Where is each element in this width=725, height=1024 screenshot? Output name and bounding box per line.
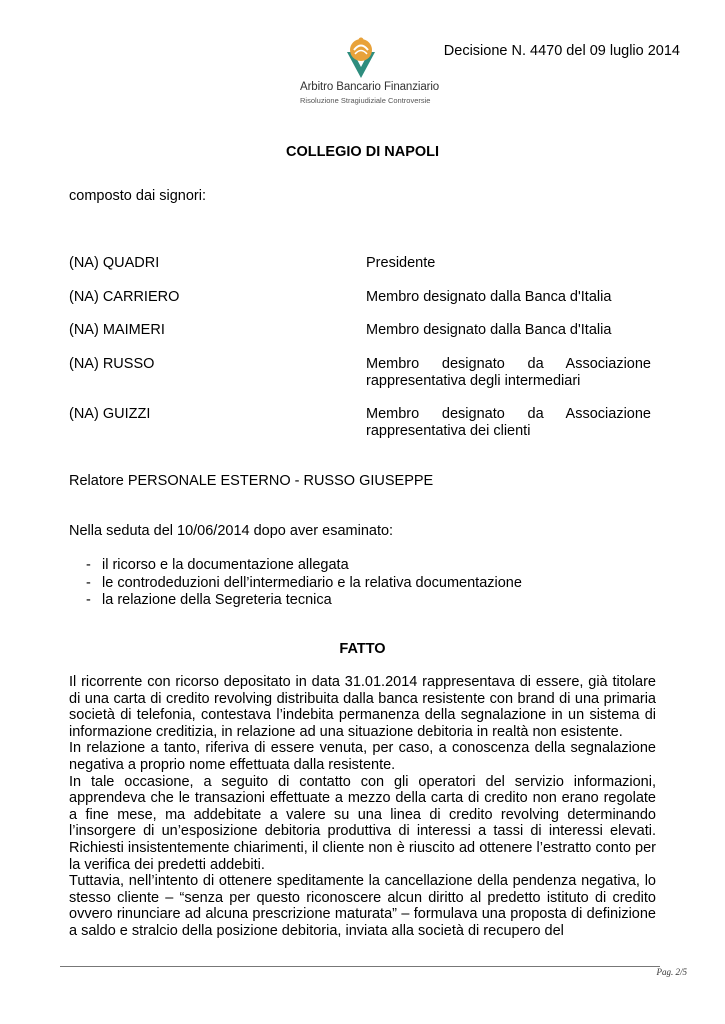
member-role: Presidente bbox=[366, 255, 436, 271]
member-role: Membro designato dalla Banca d'Italia bbox=[366, 289, 612, 305]
member-role: Membro designato dalla Banca d'Italia bbox=[366, 322, 612, 338]
member-name: (NA) RUSSO bbox=[69, 356, 155, 372]
abf-logo-mark-icon bbox=[338, 36, 384, 80]
logo-subtitle: Risoluzione Stragiudiziale Controversie bbox=[300, 96, 431, 105]
fatto-paragraph: Tuttavia, nell’intento di ottenere speditamente la cancellazione della pendenza negativa, lo stesso cliente – “senza per questo riconoscere alcun diritto al predetto istituto di credito ovvero rinunciare ad alcuna prescrizione maturata” – formulava una proposta di definizione a saldo e stralcio della posizione debitoria, inviata alla società di recupero del bbox=[69, 873, 656, 939]
fatto-paragraph: In tale occasione, a seguito di contatto con gli operatori del servizio informazioni, apprendeva che le transazioni effettuate a mezzo della carta di credito non erano regolate a fine mese, ma addebitate a valere su una linea di credito revolving determinando l’insorgere di un’esposizione debitoria produttiva di interessi a tassi di interessi elevati. Richiesti insistentemente chiarimenti, il cliente non è riuscito ad ottenere l’estratto conto per la verifica dei predetti addebiti. bbox=[69, 773, 656, 873]
member-name: (NA) QUADRI bbox=[69, 255, 160, 271]
fatto-body bbox=[69, 674, 656, 940]
page-number: Pag. 2/5 bbox=[656, 967, 687, 977]
abf-logo bbox=[296, 36, 440, 108]
member-name: (NA) CARRIERO bbox=[69, 289, 180, 305]
list-item: - la relazione della Segreteria tecnica bbox=[86, 592, 522, 610]
logo-title: Arbitro Bancario Finanziario bbox=[300, 81, 440, 93]
member-name: (NA) GUIZZI bbox=[69, 406, 151, 422]
list-item: - le controdeduzioni dell’intermediario e la relativa documentazione bbox=[86, 575, 522, 593]
decision-number: Decisione N. 4470 del 09 luglio 2014 bbox=[443, 43, 680, 59]
composition-intro: composto dai signori: bbox=[69, 188, 207, 204]
fatto-paragraph: In relazione a tanto, riferiva di essere venuta, per caso, a conoscenza della segnalazione negativa a proprio nome effettuata dalla resistente. bbox=[69, 740, 656, 773]
seduta-line: Nella seduta del 10/06/2014 dopo aver esaminato: bbox=[69, 523, 394, 539]
member-name: (NA) MAIMERI bbox=[69, 322, 165, 338]
footer-divider bbox=[60, 966, 660, 967]
examined-documents-list bbox=[86, 557, 522, 610]
relatore-line: Relatore PERSONALE ESTERNO - RUSSO GIUSEPPE bbox=[69, 473, 434, 489]
list-item: - il ricorso e la documentazione allegata bbox=[86, 557, 522, 575]
fatto-paragraph: Il ricorrente con ricorso depositato in data 31.01.2014 rappresentava di essere, già titolare di una carta di credito revolving distribuita dalla banca resistente con brand di una primaria società di telefonia, contestava l’indebita permanenza della segnalazione in un sistema di informazione creditizia, in relazione ad una situazione debitoria in realtà non esistente. bbox=[69, 674, 656, 740]
member-role: Membro designato da Associazione rappresentativa degli intermediari bbox=[366, 356, 651, 389]
fatto-heading: FATTO bbox=[339, 641, 386, 657]
collegio-heading: COLLEGIO DI NAPOLI bbox=[285, 144, 440, 160]
member-role: Membro designato da Associazione rappresentativa dei clienti bbox=[366, 406, 651, 439]
